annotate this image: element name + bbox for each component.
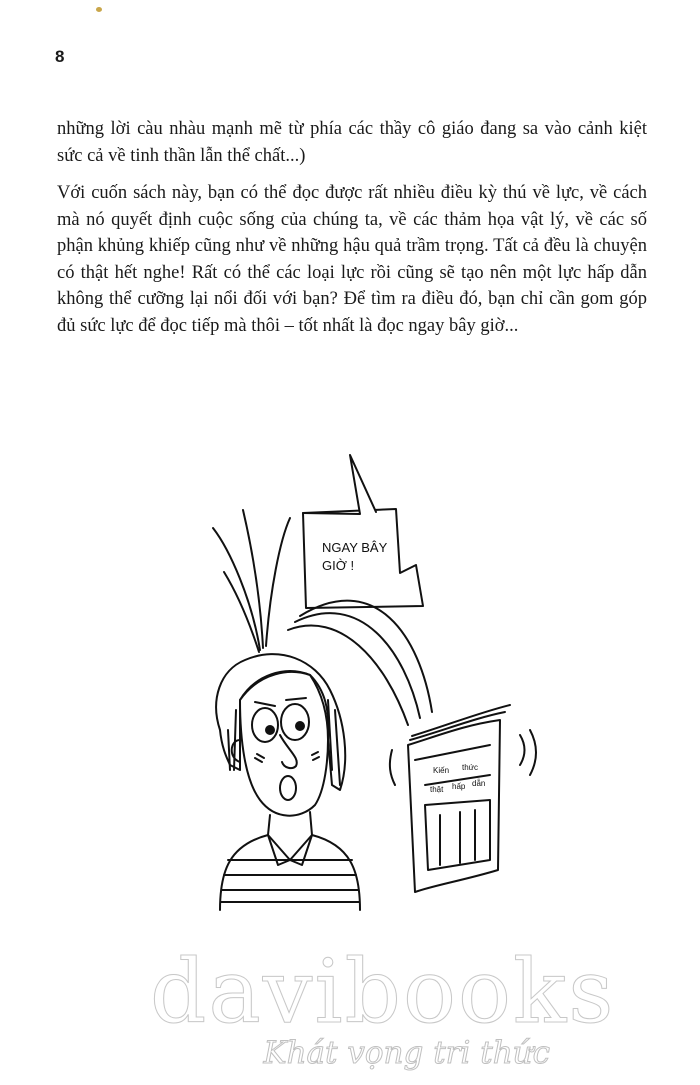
speech-text-line2: GIỜ ! [322,558,355,573]
speech-text-line1: NGAY BÂY [322,540,388,555]
speech-bubble [303,509,423,608]
left-eye [252,708,278,742]
book-title-word1: Kiến [433,766,450,775]
watermark-tagline: Khát vọng tri thức [263,1035,550,1071]
paragraph-2: Với cuốn sách này, bạn có thể đọc được rất nhiều điều kỳ thú về lực, về cách mà nó quyết định cuộc sống của chúng ta, về các thảm họa vật lý, về các số phận khủng khiếp cũng như về những hậu quả trầm trọng. Tất cả đều là chuyện có thật hết nghe! Rất có thể các loại lực rồi cũng sẽ tạo nên một lực hấp dẫn không thể cưỡng lại nổi đối với bạn? Để tìm ra điều đó, bạn chỉ cần gom góp đủ sức lực để đọc tiếp mà thôi – tốt nhất là đọc ngay bây giờ... [57,183,647,336]
body-text [57,116,647,350]
book-title-word2: thức [462,763,479,772]
sweater [220,835,360,910]
watermark-brand: davibooks [150,940,616,1043]
paper-speck [96,7,102,12]
right-eye [281,704,309,740]
cartoon-illustration [200,440,560,950]
mouth [280,776,296,800]
page-number: 8 [55,47,65,66]
book-title-word3: thật [430,785,444,794]
book-title-word5: dẫn [472,779,486,788]
paragraph-1: những lời càu nhàu mạnh mẽ từ phía các thầy cô giáo đang sa vào cảnh kiệt sức cả về tinh thần lẫn thể chất...) [57,119,647,166]
book-title-word4: hấp [452,782,466,791]
